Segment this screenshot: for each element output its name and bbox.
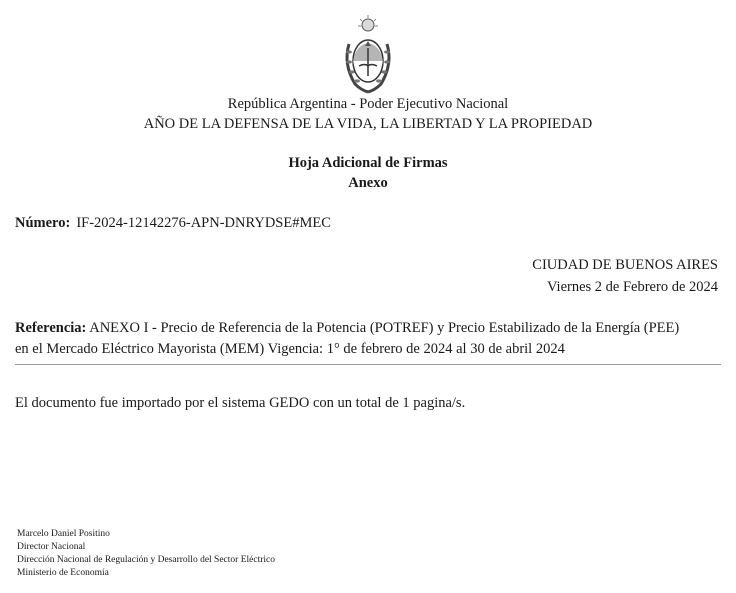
document-date: Viernes 2 de Febrero de 2024: [546, 279, 718, 295]
reference-line-2: en el Mercado Eléctrico Mayorista (MEM) Vigencia: 1° de febrero de 2024 al 30 de abril 2024: [15, 341, 565, 357]
divider: [15, 364, 721, 365]
signer-name: Marcelo Daniel Positino: [17, 529, 110, 539]
import-notice: El documento fue importado por el sistema GEDO con un total de 1 pagina/s.: [15, 395, 466, 411]
signer-office: Dirección Nacional de Regulación y Desarrollo del Sector Eléctrico: [17, 555, 275, 565]
document-number-label: Número:: [15, 215, 71, 231]
location-city: CIUDAD DE BUENOS AIRES: [532, 257, 718, 273]
header-government-line: República Argentina - Poder Ejecutivo Nacional: [227, 96, 509, 112]
document-title: Hoja Adicional de Firmas: [288, 155, 448, 171]
header-year-motto: AÑO DE LA DEFENSA DE LA VIDA, LA LIBERTAD Y LA PROPIEDAD: [143, 116, 593, 132]
signer-role: Director Nacional: [17, 542, 86, 552]
argentina-coat-of-arms-icon: [341, 14, 395, 94]
document-number-value: IF-2024-12142276-APN-DNRYDSE#MEC: [76, 215, 331, 231]
reference-label: Referencia:: [15, 320, 87, 336]
reference-block: [15, 318, 720, 360]
document-subtitle: Anexo: [348, 175, 388, 191]
signer-ministry: Ministerio de Economía: [17, 568, 109, 578]
document-number: [15, 215, 331, 232]
reference-line-1: ANEXO I - Precio de Referencia de la Potencia (POTREF) y Precio Estabilizado de la Energía (PEE): [89, 320, 680, 336]
